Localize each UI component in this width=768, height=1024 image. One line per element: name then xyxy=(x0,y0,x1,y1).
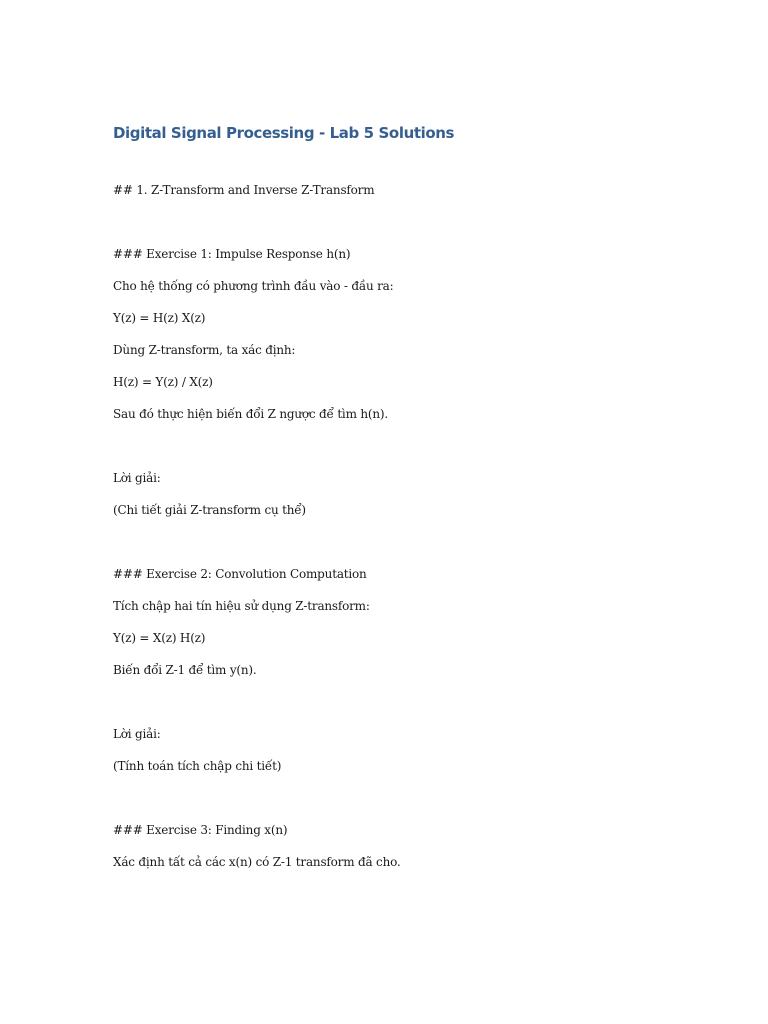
solution-label: Lời giải: xyxy=(113,727,161,741)
exercise-heading: ### Exercise 3: Finding x(n) xyxy=(113,823,288,837)
text-line: Biến đổi Z-1 để tìm y(n). xyxy=(113,663,257,677)
text-line: Xác định tất cả các x(n) có Z-1 transform đã cho. xyxy=(113,855,401,869)
solution-label: Lời giải: xyxy=(113,471,161,485)
exercise-heading: ### Exercise 2: Convolution Computation xyxy=(113,567,367,581)
equation-line: Y(z) = X(z) H(z) xyxy=(113,631,206,645)
text-line: Cho hệ thống có phương trình đầu vào - đầu ra: xyxy=(113,279,394,293)
equation-line: Y(z) = H(z) X(z) xyxy=(113,311,206,325)
text-line: Tích chập hai tín hiệu sử dụng Z-transform: xyxy=(113,599,370,613)
solution-text: (Chi tiết giải Z-transform cụ thể) xyxy=(113,503,306,517)
section-heading: ## 1. Z-Transform and Inverse Z-Transform xyxy=(113,183,375,197)
solution-text: (Tính toán tích chập chi tiết) xyxy=(113,759,282,773)
text-line: Dùng Z-transform, ta xác định: xyxy=(113,343,296,357)
text-line: Sau đó thực hiện biến đổi Z ngược để tìm h(n). xyxy=(113,407,389,421)
document-title: Digital Signal Processing - Lab 5 Solutions xyxy=(113,124,455,142)
equation-line: H(z) = Y(z) / X(z) xyxy=(113,375,213,389)
exercise-heading: ### Exercise 1: Impulse Response h(n) xyxy=(113,247,351,261)
